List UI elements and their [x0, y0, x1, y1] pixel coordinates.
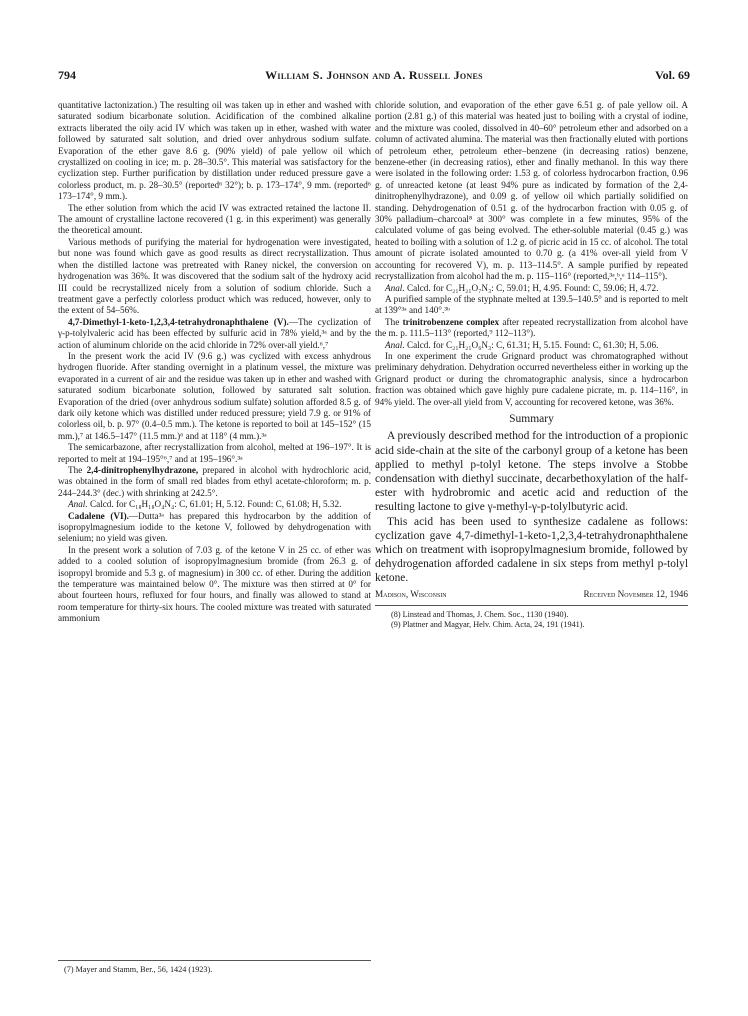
right-column: [375, 100, 688, 631]
paragraph-text: prepared in alcohol with hydrochloric acid, was obtained in the form of small red blades from ethyl acetate-chloroform; m. p. 244–244.3° (dec.) with shrinking at 242.5°.: [58, 465, 371, 498]
paragraph-text: Calcd. for C₂₁H₂₁O₇N₃: C, 59.01; H, 4.95. Found: C, 59.06; H, 4.72.: [406, 282, 659, 293]
paragraph-text: —Dutta³ᵃ has prepared this hydrocarbon by the addition of isopropylmagnesium iodide to the ketone V, followed by dehydrogenation with selenium; no yield was given.: [58, 510, 371, 544]
volume-label: Vol. 69: [655, 68, 690, 82]
received-date: Received November 12, 1946: [583, 588, 688, 599]
paragraph: [58, 317, 371, 351]
compound-name: 2,4-dinitrophenylhydrazone,: [86, 465, 199, 475]
paragraph: chloride solution, and evaporation of the ether gave 6.51 g. of pale yellow oil. A portion (2.81 g.) of this material was heated just to boiling with a crystal of iodine, and the mixture was cooled, dissolved in 40–60° petroleum ether and adsorbed on a column of activated alumina. The material was then fractionally eluted with portions of petroleum ether, petroleum ether–benzene (in decreasing ratios) benzene, benzene-ether (in decreasing ratios), ether and finally methanol. In this way there were isolated in the following order: 1.53 g. of colorless hydrocarbon fraction, 0.96 g. of unreacted ketone (at least 94% pure as indicated by formation of the 2,4-dinitrophenylhydrazone), and 0.09 g. of yellow oil which partially solidified on standing. Dehydrogenation of 0.51 g. of the hydrocarbon fraction with 0.05 g. of 30% palladium–charcoal⁸ at 300° was complete in a few minutes, 95% of the calculated volume of gas being evolved. The ether-soluble material (0.45 g.) was heated to boiling with a solution of 1.2 g. of picric acid in 15 cc. of alcohol. The total amount of picrate isolated amounted to 0.70 g. (a 41% over-all yield from V accounting for recovered V), m. p. 113–114.5°. A sample purified by repeated recrystallization from alcohol had the m. p. 115–116° (reported,³ᵃ,ᵇ,ᵉ 114–115°).: [375, 100, 688, 282]
paragraph: The semicarbazone, after recrystallization from alcohol, melted at 196–197°. It is reported to melt at 194–195°⁶,⁷ and at 195–196°.³ᵃ: [58, 442, 371, 464]
summary-section: [375, 429, 688, 585]
analysis-paragraph: [375, 340, 688, 351]
paragraph: [58, 511, 371, 545]
paragraph: The ether solution from which the acid IV was extracted retained the lactone II. The amount of crystalline lactone recovered (1 g. in this experiment) was generally the theoretical amount.: [58, 202, 371, 236]
paragraph-text: after repeated recrystallization from alcohol have the m. p. 111.5–113° (reported,⁹ 112–113°).: [375, 316, 688, 339]
lead-word: The: [68, 465, 83, 475]
summary-paragraph: A previously described method for the introduction of a propionic acid side-chain at the site of the carbonyl group of a ketone has been applied to methyl p-tolyl ketone. The steps involve a Stobbe condensation with diethyl succinate, decarbethoxylation of the half-ester with hydrobromic and acetic acid and reduction of the resulting lactone to give γ-methyl-γ-p-tolylbutyric acid.: [375, 430, 688, 514]
summary-paragraph: This acid has been used to synthesize cadalene as follows: cyclization gave 4,7-dimethyl-1-keto-1,2,3,4-tetrahydronaphthalene which on treatment with isopropylmagnesium bromide, followed by dehydrogenation afforded cadalene in six steps from methyl p-tolyl ketone.: [375, 515, 688, 585]
paragraph: A purified sample of the styphnate melted at 139.5–140.5° and is reported to melt at 139°³ᵃ and 140°.³ᵇ: [375, 293, 688, 316]
paragraph-text: —The cyclization of γ-p-tolylvaleric acid has been effected by sulfuric acid in 78% yield,³ᵃ and by the action of aluminum chloride on the acid chloride in 72% over-all yield.⁶,⁷: [58, 316, 371, 350]
footnote: (8) Linstead and Thomas, J. Chem. Soc., 1130 (1940).: [391, 610, 569, 620]
analysis-paragraph: [58, 499, 371, 510]
anal-label: Anal.: [385, 339, 405, 350]
analysis-paragraph: [375, 283, 688, 294]
paragraph-text: Calcd. for C₁₈H₁₈O₄N₄: C, 61.01; H, 5.12. Found: C, 61.08; H, 5.32.: [89, 499, 342, 510]
footnote-rule: [375, 605, 688, 606]
left-column: [58, 100, 371, 625]
paragraph-text: Calcd. for C₂₁H₂₁O₆N₃: C, 61.31; H, 5.15. Found: C, 61.30; H, 5.06.: [406, 339, 659, 350]
paragraph: [375, 317, 688, 340]
anal-label: Anal.: [68, 499, 88, 510]
lead-word: The: [385, 316, 400, 327]
location: Madison, Wisconsin: [375, 588, 447, 599]
signoff: [375, 589, 688, 600]
paragraph: In the present work the acid IV (9.6 g.) was cyclized with excess anhydrous hydrogen fluoride. After standing overnight in a platinum vessel, the mixture was evaporated in a current of air and the residue was taken up in ether and washed with saturated sodium bicarbonate solution, followed by saturated salt solution. Evaporation of the dried (over anhydrous sodium sulfate) solution afforded 8.5 g. of dark oily ketone which was distilled under reduced pressure; yield 7.9 g. or 91% of colorless oil, b. p. 97° (0.4–0.5 mm.). The ketone is reported to boil at 145–152° (15 mm.),⁷ at 146.5–147° (11.5 mm.)⁶ and at 118° (4 mm.).³ᵃ: [58, 350, 371, 441]
anal-label: Anal.: [385, 282, 405, 293]
summary-heading: Summary: [509, 412, 554, 425]
footnote-rule: [58, 960, 371, 961]
paragraph: Various methods of purifying the material for hydrogenation were investigated, but none was found which gave as good results as direct recrystallization. Thus when the distilled lactone was pretreated with Raney nickel, the conversion on hydrogenation was 36%. It was discovered that the sodium salt of the hydroxy acid III could be recrystallized nicely from a solution of sodium chloride. Such a treatment gave a perfectly colorless product which was reduced, however, only to the extent of 54–56%.: [58, 236, 371, 316]
footnote: (9) Plattner and Magyar, Helv. Chim. Acta, 24, 191 (1941).: [391, 620, 585, 630]
paragraph: [58, 465, 371, 499]
compound-name: trinitrobenzene complex: [402, 316, 500, 327]
running-title: William S. Johnson and A. Russell Jones: [265, 68, 483, 82]
page-number: 794: [58, 68, 76, 82]
section-title: Cadalene (VI).: [68, 510, 129, 521]
page-header: [58, 68, 690, 82]
paragraph: In the present work a solution of 7.03 g. of the ketone V in 25 cc. of ether was added to a cooled solution of isopropylmagnesium bromide (from 26.3 g. of isopropyl bromide and 5.3 g. of magnesium) in 300 cc. of ether. During the addition the temperature was maintained below 0°. The mixture was then stirred at 0° for about fourteen hours, refluxed for four hours, and finally was allowed to stand at room temperature for thirty-six hours. The cooled mixture was treated with saturated ammonium: [58, 544, 371, 624]
left-footnotes: [58, 955, 371, 975]
section-title: 4,7-Dimethyl-1-keto-1,2,3,4-tetrahydronaphthalene (V).: [68, 316, 289, 327]
paragraph: In one experiment the crude Grignard product was chromatographed without preliminary dehydration. Dehydration occurred nevertheless either in working up the Grignard product or during the chromatographic analysis, since a hydrocarbon fraction was obtained which gave highly pure cadalene picrate, m. p. 114–116°, in 94% yield. The over-all yield from V, accounting for recovered ketone, was 36%.: [375, 350, 688, 407]
paragraph: quantitative lactonization.) The resulting oil was taken up in ether and washed with saturated sodium bicarbonate solution. Acidification of the combined alkaline extracts liberated the oily acid IV which was taken up in ether, washed with water followed by saturated salt solution, and dried over anhydrous sodium sulfate. Evaporation of the ether gave 8.6 g. (90% yield) of pale yellow oil which crystallized on cooling in ice; m. p. 28–30.5°. This material was satisfactory for the cyclization step. Further purification by distillation under reduced pressure gave a colorless product, m. p. 28–30.5° (reported⁶ 32°); b. p. 173–174°, 9 mm. (reported⁶ 173–174°, 9 mm.).: [58, 100, 371, 202]
footnote: (7) Mayer and Stamm, Ber., 56, 1424 (1923).: [64, 965, 213, 974]
